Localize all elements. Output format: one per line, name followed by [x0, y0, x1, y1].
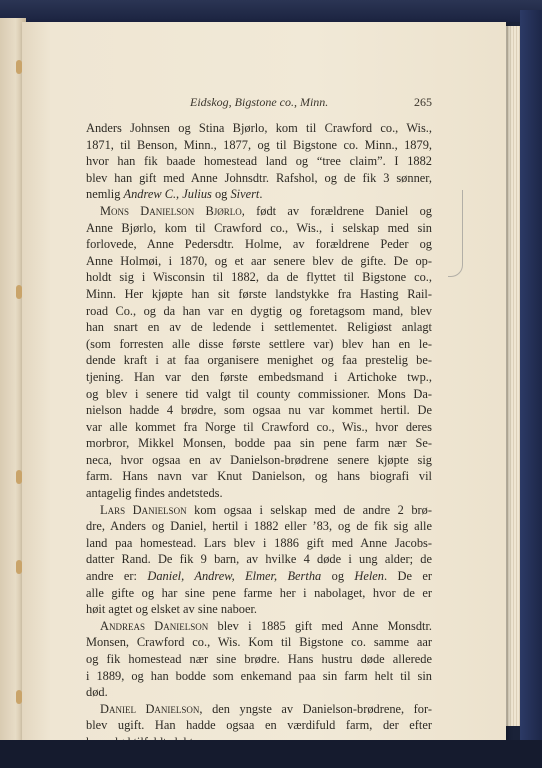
person-name: Mons Danielson Bjørlo, — [100, 203, 245, 218]
text-segment: nielson hadde 4 brødre, som ogsaa nu var kommet hertil. De — [86, 403, 432, 418]
text-segment: og — [211, 187, 231, 202]
text-segment: blev i 1885 gift med Anne Monsdtr. — [208, 618, 432, 633]
text-segment: død. — [86, 685, 108, 700]
binding-stitch — [16, 470, 22, 484]
text-line — [86, 452, 432, 469]
text-line — [86, 402, 432, 419]
child-names: Helen — [354, 569, 385, 584]
text-line — [86, 684, 432, 701]
running-title: Eidskog, Bigstone co., Minn. — [190, 95, 329, 109]
text-segment: . — [259, 187, 263, 202]
text-segment: og fik homestead nær sine brødre. Hans hustru døde allerede — [86, 652, 432, 666]
text-segment: kom ogsaa i selskap med de andre 2 brø- — [186, 502, 433, 517]
binding-stitch — [16, 285, 22, 299]
text-segment: land paa homestead. Lars blev i 1886 gift med Anne Jacobs- — [86, 535, 432, 550]
text-line — [86, 535, 432, 552]
text-segment: . De er — [384, 569, 432, 584]
child-names: Andrew C., Julius — [123, 187, 212, 202]
person-name: Andreas Danielson — [100, 618, 209, 633]
text-line — [86, 120, 432, 137]
table-surface — [0, 740, 542, 768]
text-segment: i 1889, og han bodde som enkemand paa sin farm helt til sin — [86, 668, 432, 683]
text-line — [86, 220, 432, 237]
page-number: 265 — [414, 95, 432, 109]
text-line — [86, 717, 432, 734]
text-segment: alle gifte og har sine pene farme her i nabolaget, hvor de er — [86, 585, 432, 600]
text-line — [86, 435, 432, 452]
text-segment: dre, Anders og Daniel, hertil i 1882 eller ’83, og de fik sig alle — [86, 519, 432, 534]
text-line — [86, 568, 432, 585]
text-line — [86, 668, 432, 685]
text-line — [86, 618, 432, 635]
text-segment: dende kraft i at faa organisere menighet og faa prestelig be- — [86, 353, 432, 368]
binding-stitch — [16, 60, 22, 74]
text-segment: født av forældrene Daniel og — [244, 203, 433, 218]
binding-stitch — [16, 560, 22, 574]
text-segment: hvor han fik baade homestead land og “tree claim”. I 1882 — [86, 154, 432, 169]
text-line — [86, 634, 432, 651]
text-segment: antagelig findes andetsteds. — [86, 486, 223, 501]
text-line — [86, 170, 432, 187]
text-line — [86, 336, 432, 353]
text-segment: høit agtet og elsket av sine naboer. — [86, 602, 258, 617]
text-segment: Anders Johnsen og Stina Bjørlo, kom til Crawford co., Wis., — [86, 121, 432, 135]
text-segment: farm. Hans navn var Knut Danielson, og hans biografi vil — [86, 469, 432, 484]
pencil-margin-mark — [448, 190, 463, 277]
text-segment: blev ugift. Han hadde ogsaa en værdifuld farm, der efter — [86, 718, 432, 733]
text-line — [86, 518, 432, 535]
text-line — [86, 319, 432, 336]
text-segment: neca, hvor ogsaa en av Danielson-brødrene senere kjøpte sig — [86, 452, 432, 467]
binding-stitch — [16, 690, 22, 704]
text-segment: datter Rand. De fik 9 barn, av hvilke 4 døde i ung alder; de — [86, 552, 432, 567]
text-line — [86, 186, 432, 203]
text-segment: holdt sig i Wisconsin til 1882, da de flyttet til Bigstone co., — [86, 270, 432, 285]
text-line — [86, 502, 432, 519]
text-segment: morbror, Mikkel Monsen, bodde paa sin pene farm nær Se- — [86, 436, 432, 451]
text-line — [86, 386, 432, 403]
text-line — [86, 352, 432, 369]
text-segment: Anne Bjørlo, kom til Crawford co., Wis., i selskap med sin — [86, 220, 432, 235]
text-line — [86, 286, 432, 303]
text-line — [86, 419, 432, 436]
text-line — [86, 551, 432, 568]
text-line — [86, 153, 432, 170]
book-cover-top — [0, 0, 542, 22]
body-text — [86, 120, 432, 751]
text-line — [86, 269, 432, 286]
text-segment: Minn. Her kjøpte han sit første landstykke fra Hasting Rail- — [86, 286, 432, 301]
text-segment: og blev i senere tid valgt til county commissioner. Mons Da- — [86, 386, 432, 401]
text-line — [86, 601, 432, 618]
text-line — [86, 137, 432, 154]
text-line — [86, 585, 432, 602]
text-segment: han snart en av de ledende i settlementet. Religiøst anlagt — [86, 320, 432, 335]
text-segment: var alle kommet fra Norge til Crawford co., Wis., hvor deres — [86, 419, 432, 434]
text-segment: Monsen, Crawford co., Wis. Kom til Bigstone co. samme aar — [86, 635, 432, 650]
text-segment: den yngste av Danielson-brødrene, for- — [202, 701, 432, 716]
text-line — [86, 701, 432, 718]
text-line — [86, 468, 432, 485]
text-segment: andre er: — [86, 569, 148, 584]
book-cover-right — [520, 10, 542, 768]
text-segment: tjening. Han var den første embedsmand i Artichoke twp., — [86, 369, 432, 384]
text-segment: Anne Holmøi, i 1870, og et aar senere blev de gifte. De op- — [86, 253, 432, 268]
text-line — [86, 236, 432, 253]
child-names: Sivert — [230, 187, 260, 202]
text-segment: forlovede, Anne Pedersdtr. Holme, av forældrene Peder og — [86, 237, 432, 252]
text-line — [86, 651, 432, 668]
text-segment: nemlig — [86, 187, 124, 202]
text-line — [86, 253, 432, 270]
person-name: Lars Danielson — [100, 502, 187, 517]
text-segment: blev han gift med Anne Johnsdtr. Rafshol, og de fik 3 sønner, — [86, 170, 432, 185]
text-segment: 1871, til Benson, Minn., 1877, og til Bigstone co. Minn., 1879, — [86, 137, 432, 152]
page-header — [84, 95, 432, 111]
text-line — [86, 369, 432, 386]
text-segment: road Co., og da han var en dygtig og foretagsom mand, blev — [86, 303, 432, 318]
text-line — [86, 485, 432, 502]
person-name: Daniel Danielson, — [100, 701, 203, 716]
child-names: Daniel, Andrew, Elmer, Bertha — [147, 569, 322, 584]
text-line — [86, 303, 432, 320]
text-segment: (som forresten alle disse første settlere var) blev han en le- — [86, 336, 432, 351]
text-line — [86, 203, 432, 220]
text-segment: og — [321, 569, 355, 584]
